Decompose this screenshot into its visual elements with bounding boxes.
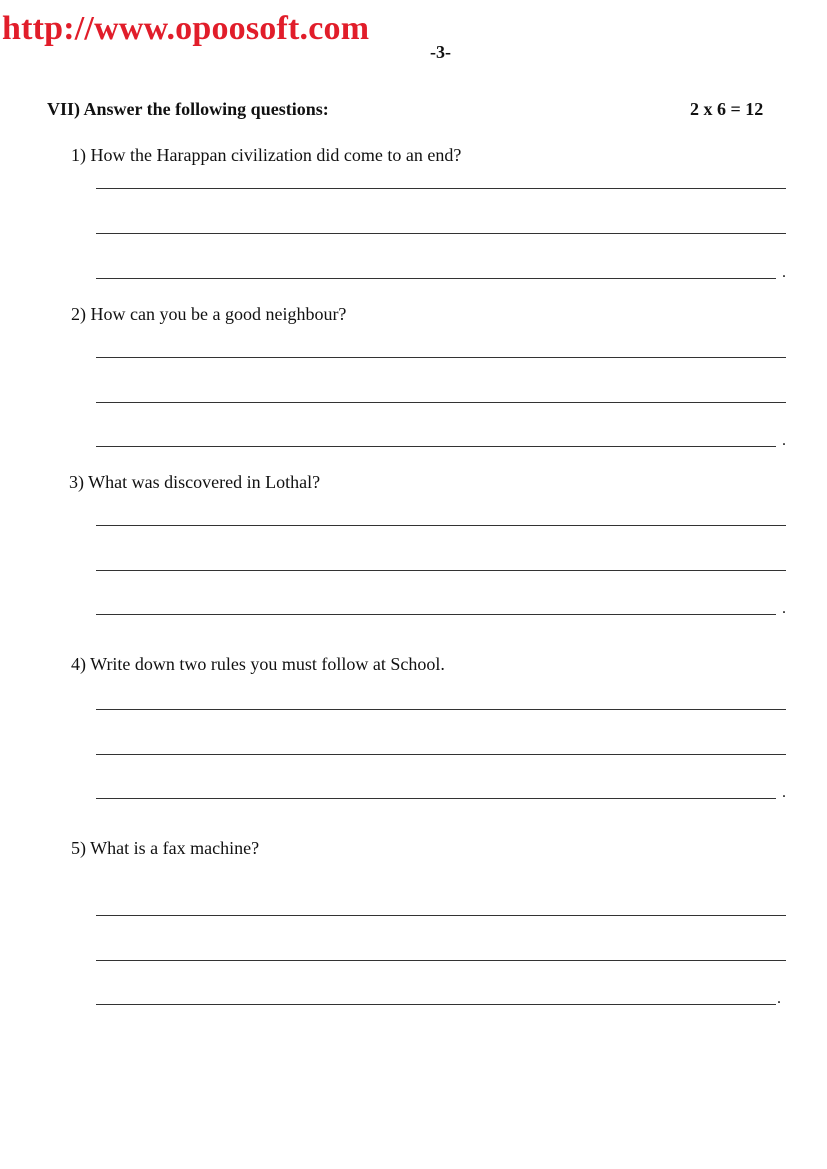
answer-line[interactable]	[96, 754, 786, 755]
answer-line[interactable]	[96, 278, 776, 279]
answer-line[interactable]	[96, 709, 786, 710]
answer-line[interactable]	[96, 960, 786, 961]
answer-line[interactable]	[96, 798, 776, 799]
answer-line[interactable]	[96, 188, 786, 189]
answer-end-period: .	[782, 264, 786, 281]
question-1: 1) How the Harappan civilization did come to an end?	[71, 145, 462, 165]
answer-end-period: .	[782, 784, 786, 801]
answer-end-period: .	[782, 432, 786, 449]
answer-line[interactable]	[96, 614, 776, 615]
section-marks: 2 x 6 = 12	[690, 99, 764, 119]
question-2: 2) How can you be a good neighbour?	[71, 304, 347, 324]
answer-line[interactable]	[96, 1004, 776, 1005]
section-heading: VII) Answer the following questions:	[47, 99, 329, 119]
question-5: 5) What is a fax machine?	[71, 838, 260, 858]
answer-line[interactable]	[96, 525, 786, 526]
answer-line[interactable]	[96, 357, 786, 358]
page-number: -3-	[430, 42, 451, 62]
answer-line[interactable]	[96, 233, 786, 234]
question-3: 3) What was discovered in Lothal?	[69, 472, 321, 492]
question-4: 4) Write down two rules you must follow at School.	[71, 654, 445, 674]
answer-line[interactable]	[96, 446, 776, 447]
answer-line[interactable]	[96, 570, 786, 571]
answer-line[interactable]	[96, 402, 786, 403]
answer-line[interactable]	[96, 915, 786, 916]
answer-end-period: .	[782, 600, 786, 617]
answer-end-period: .	[777, 990, 781, 1007]
website-watermark: http://www.opoosoft.com	[2, 10, 370, 47]
